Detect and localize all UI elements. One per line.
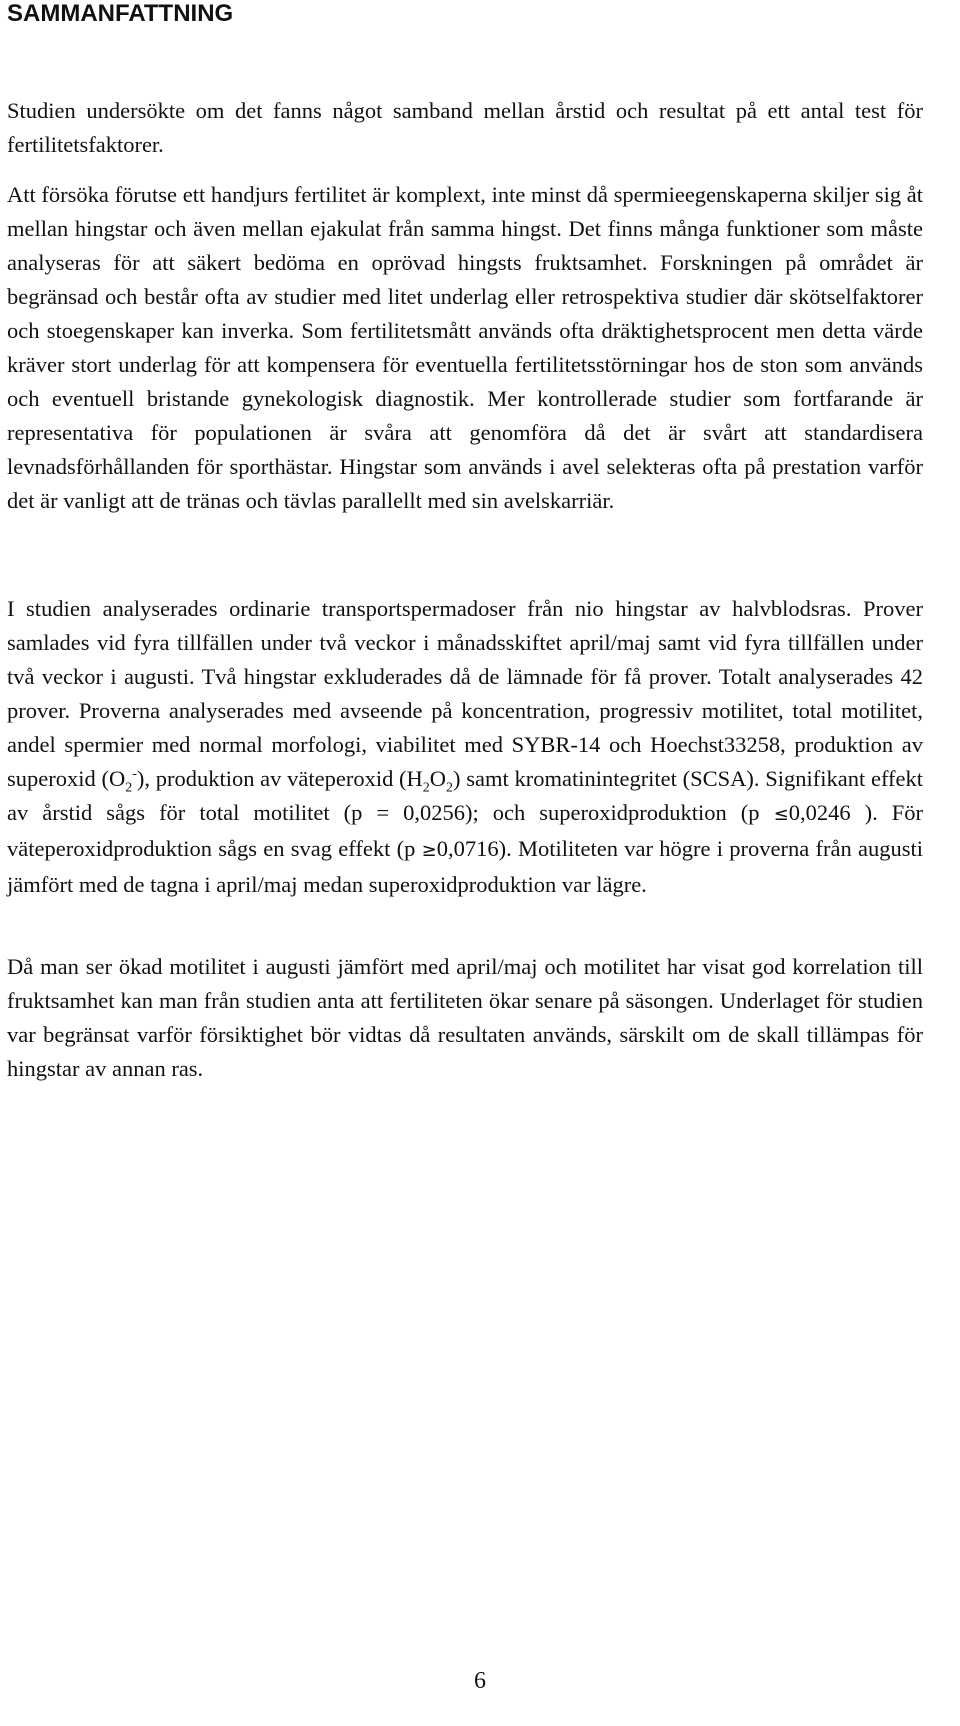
paragraph-methods-results: [7, 592, 923, 902]
superscript: -: [132, 766, 137, 782]
section-heading: SAMMANFATTNING: [7, 0, 234, 27]
text-segment: 0,0246 ). För väteperoxidproduktion sågs en svag effekt (p: [7, 800, 923, 861]
greater-equal-symbol: ≥: [421, 840, 437, 861]
subscript: 2: [422, 780, 430, 796]
text-segment: I studien analyserades ordinarie transportspermadoser från nio hingstar av halvblodsras. Prover samlades vid fyra tillfällen under två veckor i månadsskiftet april/maj samt vid fyra tillfällen under två veckor i augusti. Två hingstar exkluderades då de lämnade för få prover. Totalt analyserades 42 prover. Proverna analyserades med avseende på koncentration, progressiv motilitet, total motilitet, andel spermier med normal morfologi, viabilitet med SYBR-14 och Hoechst33258, produktion av superoxid (O: [7, 596, 923, 791]
paragraph-conclusion: Då man ser ökad motilitet i augusti jämfört med april/maj och motilitet har visat god korrelation till fruktsamhet kan man från studien anta att fertiliteten ökar senare på säsongen. Underlaget för studien var begränsat varför försiktighet bör vidtas då resultaten används, särskilt om de skall tillämpas för hingstar av annan ras.: [7, 954, 923, 1081]
paragraph-aim: Studien undersökte om det fanns något samband mellan årstid och resultat på ett antal test för fertilitetsfaktorer.: [7, 98, 923, 157]
paragraph-background: Att försöka förutse ett handjurs fertilitet är komplext, inte minst då spermieegenskaperna skiljer sig åt mellan hingstar och även mellan ejakulat från samma hingst. Det finns många funktioner som måste analyseras för att säkert bedöma en oprövad hingsts fruktsamhet. Forskningen på området är begränsad och består ofta av studier med litet underlag eller retrospektiva studier där skötselfaktorer och stoegenskaper kan inverka. Som fertilitetsmått används ofta dräktighetsprocent men detta värde kräver stort underlag för att kompensera för eventuella fertilitetsstörningar hos de ston som används och eventuell bristande gynekologisk diagnostik. Mer kontrollerade studier som fortfarande är representativa för populationen är svåra att genomföra då det är svårt att standardisera levnadsförhållanden för sporthästar. Hingstar som används i avel selekteras ofta på prestation varför det är vanligt att de tränas och tävlas parallellt med sin avelskarriär.: [7, 182, 923, 513]
text-segment: O: [429, 766, 447, 791]
page-number: 6: [474, 1668, 486, 1694]
subscript: 2: [125, 780, 133, 796]
text-segment: ) samt kromatinintegritet (SCSA). Signifikant effekt av årstid sågs för total motilitet (p = 0,0256); och superoxidproduktion (p: [7, 766, 924, 825]
less-equal-symbol: ≤: [773, 804, 789, 825]
subscript: 2: [446, 780, 454, 796]
text-segment: 0,0716). Motiliteten var högre i proverna från augusti jämfört med de tagna i april/maj medan superoxidproduktion var lägre.: [7, 836, 923, 897]
text-segment: ), produktion av väteperoxid (H: [136, 766, 423, 791]
